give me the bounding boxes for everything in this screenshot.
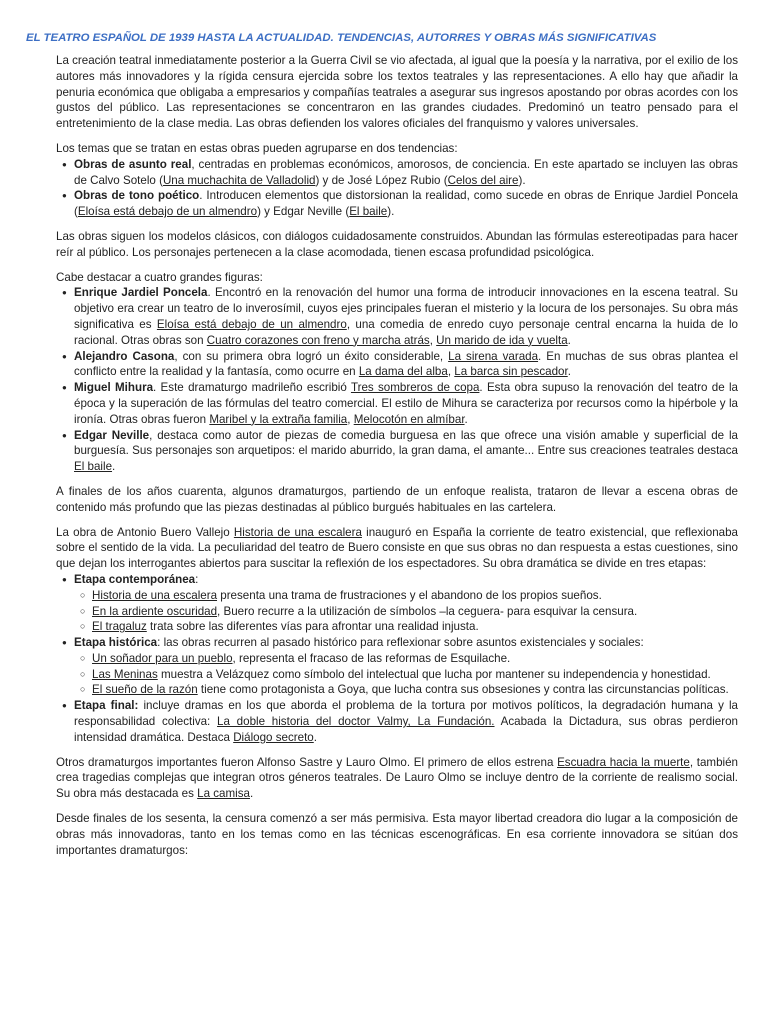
paragraph-intro: La creación teatral inmediatamente posterior a la Guerra Civil se vio afectada, al igual que la poesía y la narrativa, por el exilio de los autores más innovadores y la rígida censura ejercida sobre los textos teatrales y las representaciones. A ello hay que añadir la penuria económica que obligaba a empresarios y compañías teatrales a asegurar sus ingresos apostando por obras acordes con los gustos del público. Las representaciones se concentraron en las grandes ciudades. Predominó un teatro pensado para el entretenimiento de la clase media. Las obras defienden los valores oficiales del franquismo y valores universales.: [56, 54, 738, 131]
work-link: Historia de una escalera: [233, 525, 362, 539]
list-item: ○ En la ardiente oscuridad, Buero recurre a la utilización de símbolos –la ceguera- para esquivar la censura.: [74, 604, 738, 620]
work-link: El sueño de la razón: [92, 683, 198, 697]
list-item: ● Etapa contemporánea: ○ Historia de una escalera presenta una trama de frustraciones y el abandono de los propios sueños. ○ En la ardiente oscuridad, Buero recurre a la utilización de símbolos –la ceguera- para esquivar la censura. ○ El tragaluz trata sobre las diferentes vías para afrontar una realidad injusta.: [56, 572, 738, 635]
work-link: Una muchachita de Valladolid: [162, 173, 316, 187]
work-link: Melocotón en almíbar: [353, 412, 465, 426]
paragraph-tendencies: Los temas que se tratan en estas obras pueden agruparse en dos tendencias:: [56, 141, 458, 155]
list-item: ○ Un soñador para un pueblo, representa el fracaso de las reformas de Esquilache.: [74, 651, 738, 667]
document-title: EL TEATRO ESPAÑOL DE 1939 HASTA LA ACTUALIDAD. TENDENCIAS, AUTORRES Y OBRAS MÁS SIGNIFICATIVAS: [26, 32, 657, 44]
list-item: ● Enrique Jardiel Poncela. Encontró en la renovación del humor una forma de introducir innovaciones en la escena teatral. Su objetivo era crear un teatro de lo inverosímil, cuyos ejes principales fueran el misterio y la locura de los personajes. Su obra más significativa es Eloísa está debajo de un almendro, una comedia de enredo cuyo personaje central encarna la huida de lo racional. Otras obras son Cuatro corazones con freno y marcha atrás, Un marido de ida y vuelta.: [56, 285, 738, 348]
sub-list: [74, 588, 738, 635]
work-link: El baile: [74, 460, 113, 474]
list-item: ● Alejandro Casona, con su primera obra logró un éxito considerable, La sirena varada. En muchas de sus obras plantea el conflicto entre la realidad y la fantasía, como ocurre en La dama del alba, La barca sin pescador.: [56, 349, 738, 381]
list-item: ○ El sueño de la razón tiene como protagonista a Goya, que lucha contra sus obsesiones y contra las circunstancias políticas.: [74, 682, 738, 698]
work-link: Las Meninas: [92, 667, 158, 681]
list-item: ● Obras de asunto real, centradas en problemas económicos, amorosos, de conciencia. En este apartado se incluyen las obras de Calvo Sotelo (Una muchachita de Valladolid) y de José López Rubio (Celos del aire).: [56, 157, 738, 189]
paragraph-sixties: Desde finales de los sesenta, la censura comenzó a ser más permisiva. Esta mayor libertad creadora dio lugar a la composición de obras más innovadoras, tanto en los temas como en las técnicas escenográficas. En esa corriente innovadora se sitúan dos importantes dramaturgos:: [56, 812, 738, 857]
figures-list: [56, 285, 738, 475]
work-link: La barca sin pescador: [454, 365, 568, 379]
list-item: ● Etapa histórica: las obras recurren al pasado histórico para reflexionar sobre asuntos existenciales y sociales: ○ Un soñador para un pueblo, representa el fracaso de las reformas de Esquilache. ○ Las Meninas muestra a Velázquez como símbolo del intelectual que lucha por mantener su independencia y honestidad. ○ El sueño de la razón tiene como protagonista a Goya, que lucha contra sus obsesiones y contra las circunstancias políticas.: [56, 635, 738, 698]
paragraph-late-forties: A finales de los años cuarenta, algunos dramaturgos, partiendo de un enfoque realista, trataron de llevar a escena obras de contenido más profundo que las piezas destinadas al público burgués habituales en las cartelera.: [56, 484, 738, 514]
paragraph-figures: Cabe destacar a cuatro grandes figuras:: [56, 270, 263, 284]
sub-list: [74, 651, 738, 698]
work-link: Eloísa está debajo de un almendro: [77, 205, 258, 219]
paragraph-models: Las obras siguen los modelos clásicos, con diálogos cuidadosamente construidos. Abundan las fórmulas estereotipadas para hacer reír al público. Los personajes pertenecen a la clase acomodada, tienen escasa profundidad psicológica.: [56, 229, 738, 259]
work-link: La dama del alba: [358, 365, 448, 379]
list-item: ● Miguel Mihura. Este dramaturgo madrileño escribió Tres sombreros de copa. Esta obra supuso la renovación del teatro de la época y la superación de las fórmulas del teatro comercial. El estilo de Mihura se caracteriza por recursos como la hipérbole y la ironía. Otras obras fueron Maribel y la extraña familia, Melocotón en almíbar.: [56, 380, 738, 427]
work-link: El tragaluz: [92, 620, 147, 634]
work-link: La doble historia del doctor Valmy, La Fundación.: [217, 715, 495, 729]
work-link: Historia de una escalera: [92, 588, 218, 602]
list-item: ● Etapa final: incluye dramas en los que aborda el problema de la tortura por motivos políticos, la degradación humana y la responsabilidad colectiva: La doble historia del doctor Valmy, La Fundación. Acabada la Dictadura, sus obras perdieron intensidad dramática. Destaca Diálogo secreto.: [56, 698, 738, 745]
list-item: ○ Historia de una escalera presenta una trama de frustraciones y el abandono de los propios sueños.: [74, 588, 738, 604]
work-link: Maribel y la extraña familia: [209, 412, 348, 426]
work-link: La camisa: [197, 787, 250, 801]
work-link: Eloísa está debajo de un almendro: [156, 317, 347, 331]
tendencies-list: [56, 157, 738, 220]
list-item: ● Edgar Neville, destaca como autor de piezas de comedia burguesa en las que ofrece una visión amable y superficial de la burguesía. Sus personajes son arquetipos: el marido aburrido, la gran dama, el amante... Entre sus creaciones teatrales destaca El baile.: [56, 428, 738, 475]
stages-list: [56, 572, 738, 746]
work-link: En la ardiente oscuridad: [92, 604, 218, 618]
list-item: ○ El tragaluz trata sobre las diferentes vías para afrontar una realidad injusta.: [74, 619, 738, 635]
paragraph-buero: La obra de Antonio Buero Vallejo Historia de una escalera inauguró en España la corriente de teatro existencial, que reflexionaba sobre el sentido de la vida. La peculiaridad del teatro de Buero consiste en que sus obras no dan respuesta a estas cuestiones, sino que dejan los interrogantes abiertos para suscitar la reflexión de los espectadores. Su obra dramática se divide en tres etapas:: [56, 525, 738, 571]
paragraph-other-dramatists: Otros dramaturgos importantes fueron Alfonso Sastre y Lauro Olmo. El primero de ellos estrena Escuadra hacia la muerte, también crea tragedias complejas que integran otros géneros teatrales. De Lauro Olmo se incluye dentro de la corriente de realismo social. Su obra más destacada es La camisa.: [56, 755, 738, 801]
work-link: Un soñador para un pueblo: [92, 651, 233, 665]
work-link: El baile: [349, 205, 388, 219]
work-link: Celos del aire: [447, 173, 519, 187]
work-link: Diálogo secreto: [233, 730, 314, 744]
work-link: Un marido de ida y vuelta: [436, 333, 568, 347]
list-item: ○ Las Meninas muestra a Velázquez como símbolo del intelectual que lucha por mantener su independencia y honestidad.: [74, 667, 738, 683]
work-link: La sirena varada: [448, 349, 539, 363]
work-link: Cuatro corazones con freno y marcha atrás: [206, 333, 430, 347]
work-link: Tres sombreros de copa: [350, 381, 480, 395]
work-link: Escuadra hacia la muerte: [557, 755, 690, 769]
list-item: ● Obras de tono poético. Introducen elementos que distorsionan la realidad, como sucede en obras de Enrique Jardiel Poncela (Eloísa está debajo de un almendro) y Edgar Neville (El baile).: [56, 188, 738, 220]
